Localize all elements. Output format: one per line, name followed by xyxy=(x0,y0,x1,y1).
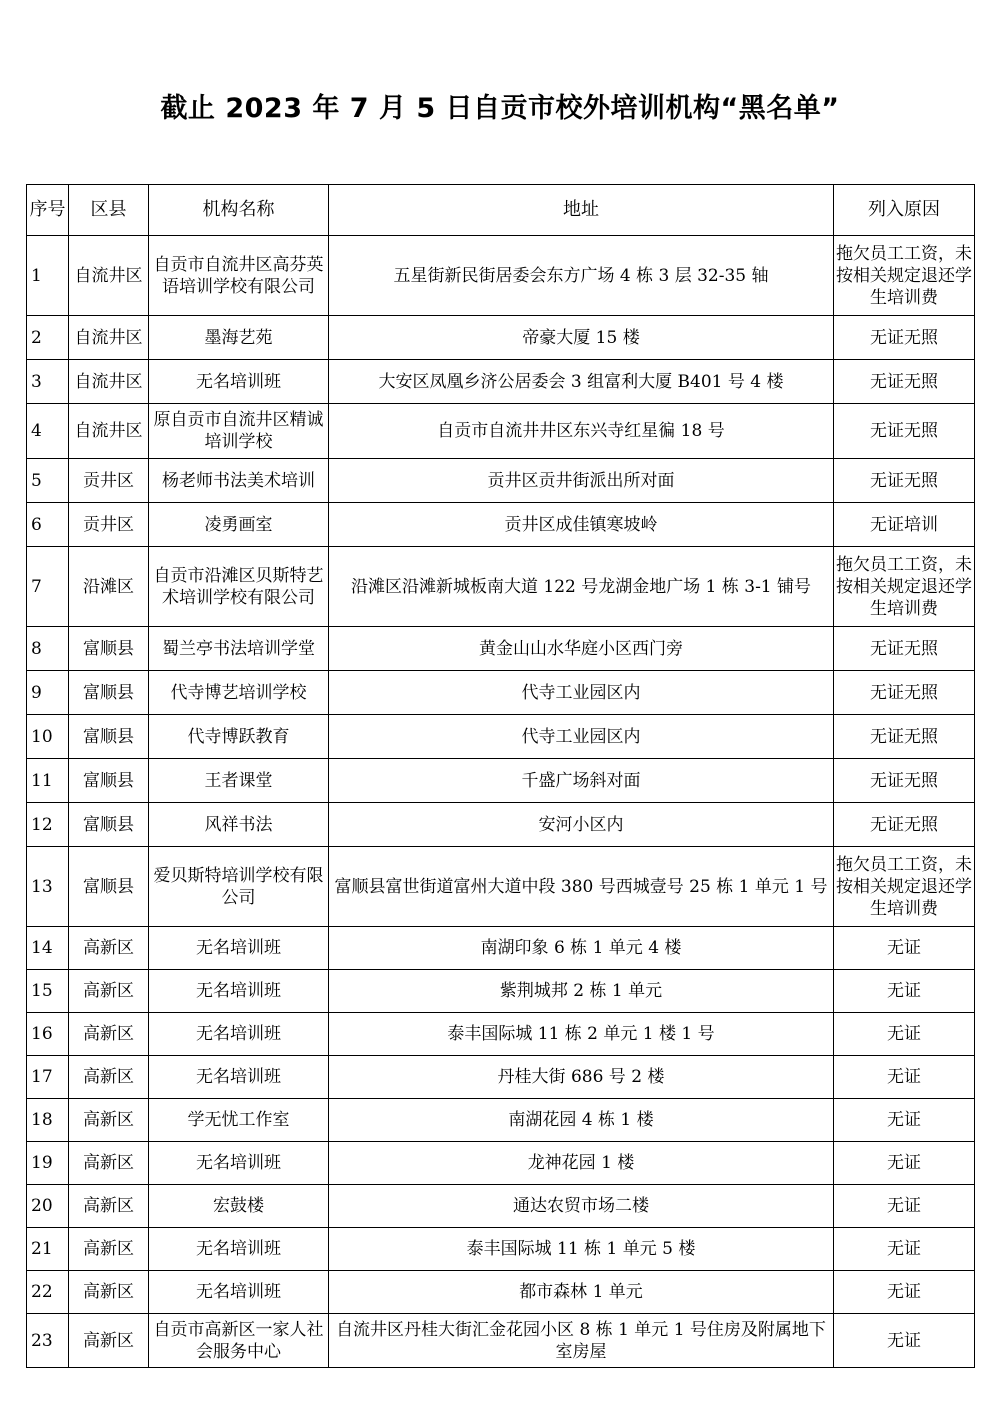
cell-district: 高新区 xyxy=(69,1142,149,1185)
cell-district: 富顺县 xyxy=(69,715,149,759)
cell-institution-name: 原自贡市自流井区精诚培训学校 xyxy=(149,404,329,459)
table-row xyxy=(27,1056,975,1099)
cell-district: 高新区 xyxy=(69,1099,149,1142)
cell-reason: 无证无照 xyxy=(834,316,975,360)
cell-address: 贡井区成佳镇寒坡岭 xyxy=(329,503,834,547)
cell-district: 沿滩区 xyxy=(69,547,149,627)
cell-reason: 无证 xyxy=(834,927,975,970)
table-row xyxy=(27,503,975,547)
cell-address: 沿滩区沿滩新城板南大道 122 号龙湖金地广场 1 栋 3-1 铺号 xyxy=(329,547,834,627)
cell-district: 富顺县 xyxy=(69,759,149,803)
cell-index: 17 xyxy=(27,1056,69,1099)
cell-index: 8 xyxy=(27,627,69,671)
table-row xyxy=(27,671,975,715)
cell-index: 4 xyxy=(27,404,69,459)
cell-district: 富顺县 xyxy=(69,847,149,927)
cell-address: 自流井区丹桂大街汇金花园小区 8 栋 1 单元 1 号住房及附属地下室房屋 xyxy=(329,1314,834,1368)
cell-reason: 无证无照 xyxy=(834,759,975,803)
cell-reason: 无证无照 xyxy=(834,627,975,671)
cell-reason: 拖欠员工工资，未按相关规定退还学生培训费 xyxy=(834,547,975,627)
cell-reason: 拖欠员工工资，未按相关规定退还学生培训费 xyxy=(834,847,975,927)
cell-address: 安河小区内 xyxy=(329,803,834,847)
cell-address: 代寺工业园区内 xyxy=(329,715,834,759)
cell-address: 黄金山山水华庭小区西门旁 xyxy=(329,627,834,671)
cell-address: 自贡市自流井井区东兴寺红星徧 18 号 xyxy=(329,404,834,459)
cell-reason: 无证 xyxy=(834,1056,975,1099)
cell-institution-name: 凌勇画室 xyxy=(149,503,329,547)
table-row xyxy=(27,1271,975,1314)
table-row xyxy=(27,803,975,847)
cell-index: 7 xyxy=(27,547,69,627)
table-row xyxy=(27,547,975,627)
cell-index: 20 xyxy=(27,1185,69,1228)
table-row xyxy=(27,715,975,759)
header-institution-name: 机构名称 xyxy=(149,185,329,236)
cell-institution-name: 风祥书法 xyxy=(149,803,329,847)
cell-address: 都市森林 1 单元 xyxy=(329,1271,834,1314)
cell-address: 代寺工业园区内 xyxy=(329,671,834,715)
cell-index: 2 xyxy=(27,316,69,360)
cell-institution-name: 自贡市高新区一家人社会服务中心 xyxy=(149,1314,329,1368)
cell-district: 贡井区 xyxy=(69,503,149,547)
header-address: 地址 xyxy=(329,185,834,236)
cell-institution-name: 杨老师书法美术培训 xyxy=(149,459,329,503)
cell-institution-name: 无名培训班 xyxy=(149,1228,329,1271)
cell-institution-name: 无名培训班 xyxy=(149,970,329,1013)
cell-index: 6 xyxy=(27,503,69,547)
cell-reason: 无证无照 xyxy=(834,671,975,715)
cell-address: 通达农贸市场二楼 xyxy=(329,1185,834,1228)
cell-index: 21 xyxy=(27,1228,69,1271)
cell-institution-name: 自贡市沿滩区贝斯特艺术培训学校有限公司 xyxy=(149,547,329,627)
header-district: 区县 xyxy=(69,185,149,236)
table-row xyxy=(27,970,975,1013)
cell-index: 10 xyxy=(27,715,69,759)
cell-district: 高新区 xyxy=(69,1271,149,1314)
cell-reason: 无证无照 xyxy=(834,459,975,503)
cell-address: 丹桂大街 686 号 2 楼 xyxy=(329,1056,834,1099)
cell-reason: 无证 xyxy=(834,1185,975,1228)
table-row xyxy=(27,1185,975,1228)
cell-address: 龙神花园 1 楼 xyxy=(329,1142,834,1185)
cell-address: 南湖花园 4 栋 1 楼 xyxy=(329,1099,834,1142)
cell-index: 9 xyxy=(27,671,69,715)
cell-institution-name: 无名培训班 xyxy=(149,360,329,404)
cell-institution-name: 无名培训班 xyxy=(149,927,329,970)
cell-reason: 无证 xyxy=(834,1099,975,1142)
cell-reason: 无证无照 xyxy=(834,715,975,759)
cell-institution-name: 无名培训班 xyxy=(149,1056,329,1099)
table-row xyxy=(27,1099,975,1142)
cell-index: 12 xyxy=(27,803,69,847)
cell-address: 千盛广场斜对面 xyxy=(329,759,834,803)
cell-index: 3 xyxy=(27,360,69,404)
cell-index: 23 xyxy=(27,1314,69,1368)
cell-institution-name: 王者课堂 xyxy=(149,759,329,803)
cell-index: 11 xyxy=(27,759,69,803)
cell-district: 高新区 xyxy=(69,1314,149,1368)
cell-district: 高新区 xyxy=(69,927,149,970)
cell-institution-name: 蜀兰亭书法培训学堂 xyxy=(149,627,329,671)
cell-institution-name: 代寺博艺培训学校 xyxy=(149,671,329,715)
cell-district: 富顺县 xyxy=(69,671,149,715)
table-row xyxy=(27,316,975,360)
cell-index: 18 xyxy=(27,1099,69,1142)
cell-institution-name: 无名培训班 xyxy=(149,1142,329,1185)
cell-address: 南湖印象 6 栋 1 单元 4 楼 xyxy=(329,927,834,970)
table-row xyxy=(27,1228,975,1271)
table-row xyxy=(27,1142,975,1185)
table-row xyxy=(27,360,975,404)
cell-institution-name: 无名培训班 xyxy=(149,1271,329,1314)
blacklist-table xyxy=(26,184,975,1368)
cell-index: 16 xyxy=(27,1013,69,1056)
table-row xyxy=(27,927,975,970)
cell-address: 泰丰国际城 11 栋 2 单元 1 楼 1 号 xyxy=(329,1013,834,1056)
cell-reason: 无证 xyxy=(834,1142,975,1185)
cell-reason: 无证 xyxy=(834,1314,975,1368)
cell-reason: 无证培训 xyxy=(834,503,975,547)
cell-address: 帝豪大厦 15 楼 xyxy=(329,316,834,360)
cell-institution-name: 自贡市自流井区高芬英语培训学校有限公司 xyxy=(149,236,329,316)
cell-institution-name: 无名培训班 xyxy=(149,1013,329,1056)
table-row xyxy=(27,847,975,927)
cell-reason: 无证 xyxy=(834,1013,975,1056)
cell-address: 泰丰国际城 11 栋 1 单元 5 楼 xyxy=(329,1228,834,1271)
cell-index: 5 xyxy=(27,459,69,503)
cell-index: 19 xyxy=(27,1142,69,1185)
header-reason: 列入原因 xyxy=(834,185,975,236)
cell-district: 高新区 xyxy=(69,970,149,1013)
cell-district: 自流井区 xyxy=(69,236,149,316)
cell-institution-name: 学无忧工作室 xyxy=(149,1099,329,1142)
cell-reason: 无证无照 xyxy=(834,404,975,459)
cell-address: 贡井区贡井街派出所对面 xyxy=(329,459,834,503)
cell-index: 1 xyxy=(27,236,69,316)
cell-reason: 无证无照 xyxy=(834,360,975,404)
table-row xyxy=(27,1013,975,1056)
cell-district: 富顺县 xyxy=(69,627,149,671)
table-row xyxy=(27,627,975,671)
cell-district: 高新区 xyxy=(69,1013,149,1056)
cell-district: 富顺县 xyxy=(69,803,149,847)
cell-reason: 拖欠员工工资，未按相关规定退还学生培训费 xyxy=(834,236,975,316)
cell-reason: 无证 xyxy=(834,1271,975,1314)
cell-institution-name: 爱贝斯特培训学校有限公司 xyxy=(149,847,329,927)
table-row xyxy=(27,236,975,316)
cell-district: 高新区 xyxy=(69,1228,149,1271)
cell-index: 22 xyxy=(27,1271,69,1314)
cell-index: 13 xyxy=(27,847,69,927)
table-row xyxy=(27,404,975,459)
page-title: 截止 2023 年 7 月 5 日自贡市校外培训机构“黑名单” xyxy=(160,93,840,124)
cell-district: 自流井区 xyxy=(69,316,149,360)
cell-index: 14 xyxy=(27,927,69,970)
cell-institution-name: 宏鼓楼 xyxy=(149,1185,329,1228)
cell-institution-name: 墨海艺苑 xyxy=(149,316,329,360)
cell-address: 大安区凤凰乡济公居委会 3 组富利大厦 B401 号 4 楼 xyxy=(329,360,834,404)
table-header-row xyxy=(27,185,975,236)
cell-index: 15 xyxy=(27,970,69,1013)
table-row xyxy=(27,459,975,503)
cell-district: 高新区 xyxy=(69,1056,149,1099)
cell-district: 自流井区 xyxy=(69,404,149,459)
cell-reason: 无证无照 xyxy=(834,803,975,847)
table-row xyxy=(27,1314,975,1368)
table-row xyxy=(27,759,975,803)
cell-district: 自流井区 xyxy=(69,360,149,404)
header-index: 序号 xyxy=(27,185,69,236)
cell-district: 高新区 xyxy=(69,1185,149,1228)
cell-reason: 无证 xyxy=(834,1228,975,1271)
cell-institution-name: 代寺博跃教育 xyxy=(149,715,329,759)
cell-address: 富顺县富世街道富州大道中段 380 号西城壹号 25 栋 1 单元 1 号 xyxy=(329,847,834,927)
cell-address: 紫荆城邦 2 栋 1 单元 xyxy=(329,970,834,1013)
cell-address: 五星街新民街居委会东方广场 4 栋 3 层 32-35 轴 xyxy=(329,236,834,316)
cell-district: 贡井区 xyxy=(69,459,149,503)
cell-reason: 无证 xyxy=(834,970,975,1013)
